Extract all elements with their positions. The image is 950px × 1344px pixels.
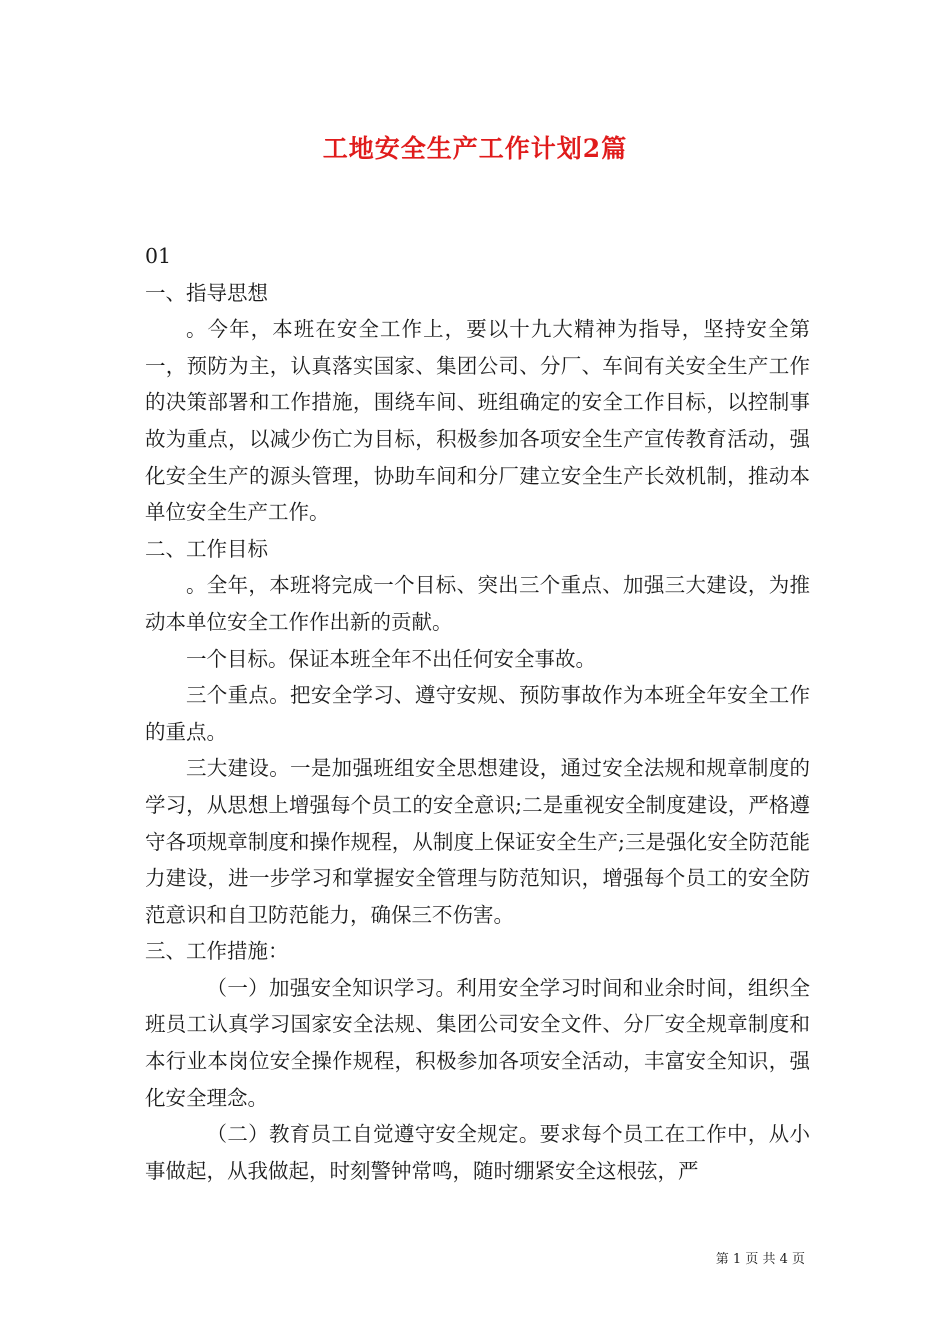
document-title: 工地安全生产工作计划2篇 xyxy=(322,134,628,163)
paragraph: 。全年，本班将完成一个目标、突出三个重点、加强三大建设，为推动本单位安全工作作出新的贡献。 xyxy=(145,573,810,634)
paragraph: 。今年，本班在安全工作上，要以十九大精神为指导，坚持安全第一，预防为主，认真落实国家、集团公司、分厂、车间有关安全生产工作的决策部署和工作措施，围绕车间、班组确定的安全工作目标，以控制事故为重点，以减少伤亡为目标，积极参加各项安全生产宣传教育活动，强化安全生产的源头管理，协助车间和分厂建立安全生产长效机制，推动本单位安全生产工作。 xyxy=(145,317,810,525)
paragraph: 三大建设。一是加强班组安全思想建设，通过安全法规和规章制度的学习，从思想上增强每个员工的安全意识;二是重视安全制度建设，严格遵守各项规章制度和操作规程，从制度上保证安全生产;三是强化安全防范能力建设，进一步学习和掌握安全管理与防范知识，增强每个员工的安全防范意识和自卫防范能力，确保三不伤害。 xyxy=(145,756,810,927)
paragraph: 一个目标。保证本班全年不出任何安全事故。 xyxy=(186,646,596,671)
heading-guiding-ideology: 一、指导思想 xyxy=(145,280,268,305)
document-body xyxy=(145,238,810,1189)
heading-work-measures: 三、工作措施： xyxy=(145,939,289,964)
paragraph: 三个重点。把安全学习、遵守安规、预防事故作为本班全年安全工作的重点。 xyxy=(145,683,810,744)
section-number: 01 xyxy=(145,244,172,268)
paragraph: （一）加强安全知识学习。利用安全学习时间和业余时间，组织全班员工认真学习国家安全法规、集团公司安全文件、分厂安全规章制度和本行业本岗位安全操作规程，积极参加各项安全活动，丰富安全知识，强化安全理念。 xyxy=(145,975,810,1110)
heading-work-goals: 二、工作目标 xyxy=(145,536,268,561)
page-number-footer: 第 1 页 共 4 页 xyxy=(715,1252,805,1267)
paragraph: （二）教育员工自觉遵守安全规定。要求每个员工在工作中，从小事做起，从我做起，时刻警钟常鸣，随时绷紧安全这根弦，严 xyxy=(145,1122,810,1183)
